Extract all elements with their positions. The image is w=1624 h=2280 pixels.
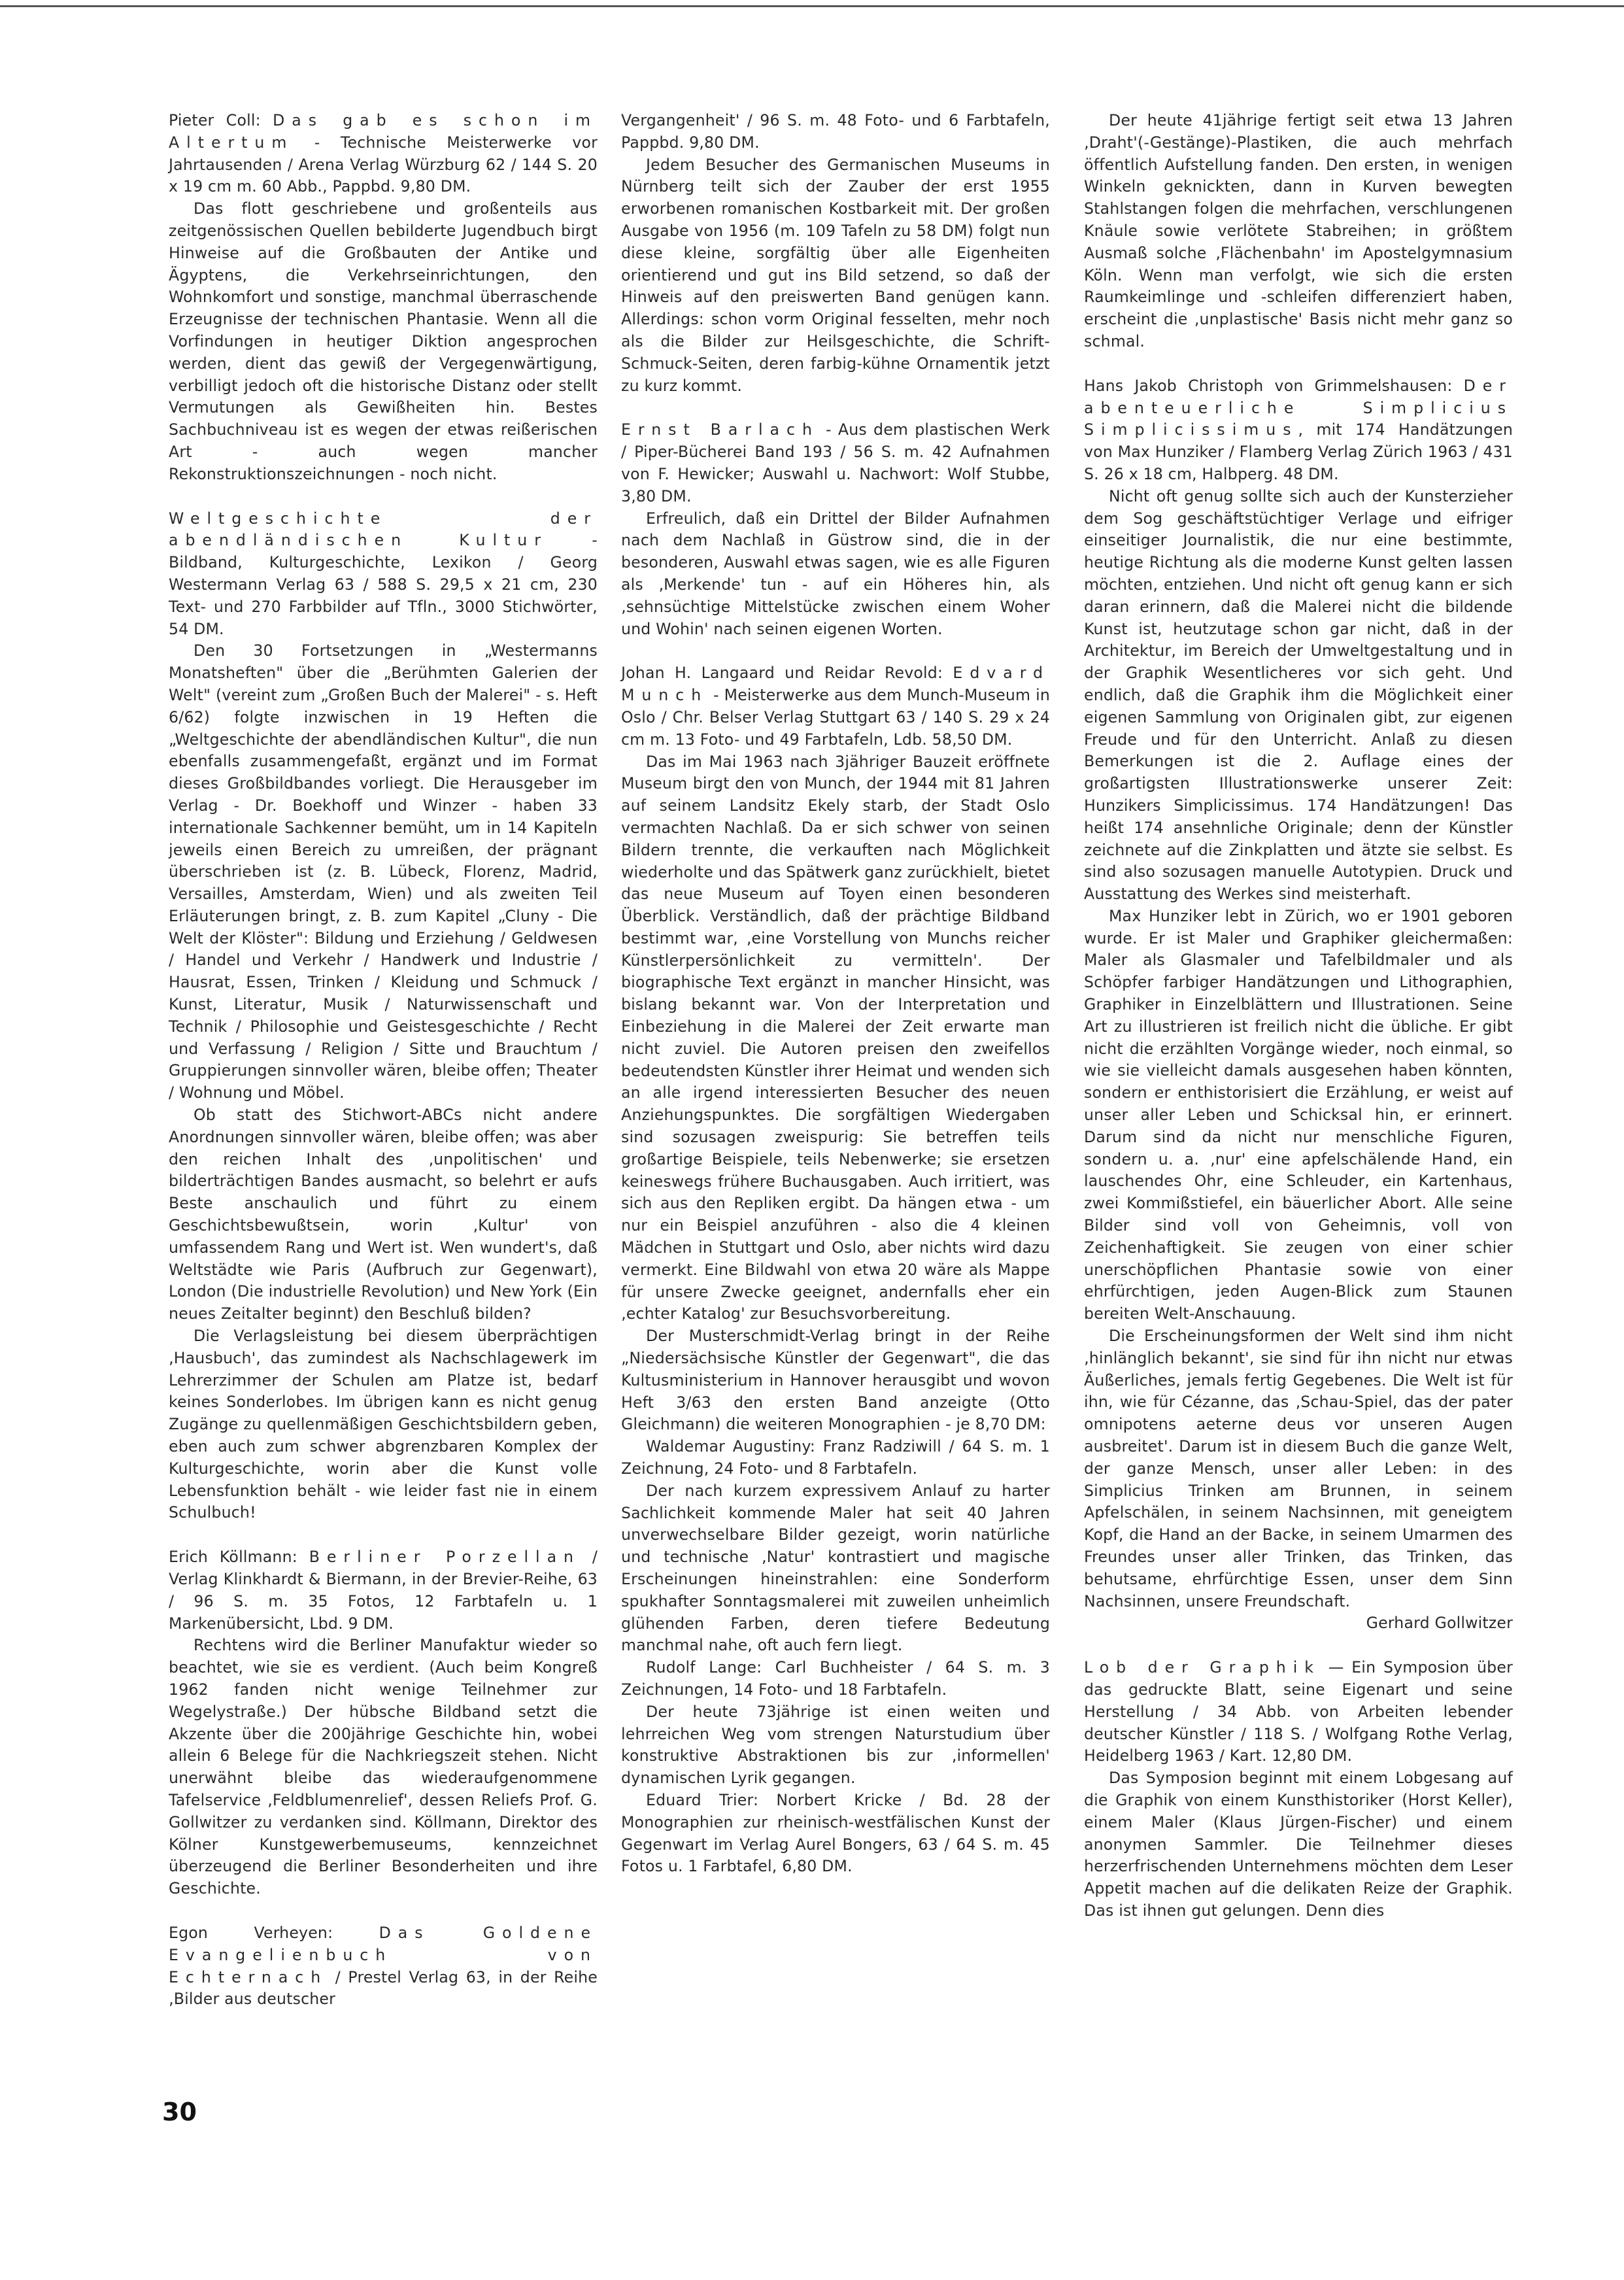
entry-title: Berliner Porzellan — [309, 1548, 581, 1567]
entry-title: Der abenteuerliche Simplicius Simplicissimus — [1084, 376, 1513, 439]
paragraph: Das im Mai 1963 nach 3jähriger Bauzeit eröffnete Museum birgt den von Munch, der 1944 mit 81 Jahren auf seinem Landsitz Ekely starb, der Stadt Oslo vermachten Nachlaß. Da er sich schwer von seinen Bildern trennte, die verkauften nach Möglichkeit wiederholte und das Spätwerk ganz zurückhielt, bietet das neue Museum auf Toyen einen besonderen Überblick. Verständlich, daß der prächtige Bildband bestimmt war, ‚eine Vorstellung von Munchs reicher Künstlerpersönlichkeit zu vermitteln'. Der biographische Text ergänzt in mancher Hinsicht, was bislang bekannt war. Von der Interpretation und Einbeziehung in die Malerei der Zeit erwarte man nicht zuviel. Die Autoren preisen den zweifellos bedeutendsten Künstler ihrer Heimat und wenden sich an alle irgend interessierten Besucher des neuen Anziehungspunktes. Die sorgfältigen Wiedergaben sind sozusagen zweispurig: Sie betreffen teils großartige Beispiele, teils Nebenwerke; sie ersetzen keineswegs frühere Buchausgaben. Auch irritiert, was sich aus den Repliken ergibt. Da hängen etwa - um nur ein Beispiel anzuführen - also die 4 kleinen Mädchen in Stuttgart und Oslo, aber nichts wird dazu vermerkt. Eine Bildwahl von etwa 20 wäre als Mappe für unsere Zwecke geeignet, andernfalls eher ein ‚echter Katalog' zur Besuchsvorbereitung. — [621, 752, 1050, 1323]
column-middle — [621, 110, 1050, 1878]
paragraph: Den 30 Fortsetzungen in „Westermanns Monatsheften" über die „Berühmten Galerien der Welt" (vereint zum „Großen Buch der Malerei" - s. Heft 6/62) folgte inzwischen in 19 Heften die „Weltgeschichte der abendländischen Kultur", die nun ebenfalls zusammengefaßt, ergänzt und im Format dieses Großbildbandes vorliegt. Die Herausgeber im Verlag - Dr. Boekhoff und Winzer - haben 33 internationale Sachkenner bemüht, um in 14 Kapiteln jeweils einen Bereich zu umreißen, der prägnant überschrieben ist (z. B. Lübeck, Florenz, Madrid, Versailles, Amsterdam, Wien) und als zweiten Teil Erläuterungen bringt, z. B. zum Kapitel „Cluny - Die Welt der Klöster": Bildung und Erziehung / Geldwesen / Handel und Verkehr / Handwerk und Industrie / Hausrat, Essen, Trinken / Kleidung und Schmuck / Kunst, Literatur, Musik / Naturwissenschaft und Technik / Philosophie und Geistesgeschichte / Recht und Verfassung / Religion / Sitte und Brauchtum / Gruppierungen sinnvoller wären, bleibe offen; Theater / Wohnung und Möbel. — [169, 641, 598, 1102]
entry-title: Ernst Barlach — [621, 420, 819, 439]
book-entry — [621, 419, 1050, 507]
paragraph: Jedem Besucher des Germanischen Museums in Nürnberg teilt sich der Zauber der erst 1955 erworbenen romanischen Kostbarkeit mit. Der großen Ausgabe von 1956 (m. 109 Tafeln zu 58 DM) folgt nun diese kleine, sorgfältig über alle Eigenheiten orientierend und gut ins Bild setzend, so daß der Hinweis auf den preiswerten Band genügen kann. Allerdings: schon vorm Original fesselten, mehr noch als die Bilder zur Heilsgeschichte, die Schrift-Schmuck-Seiten, deren farbig-kühne Ornamentik jetzt zu kurz kommt. — [621, 155, 1050, 395]
entry-author: Egon Verheyen: — [169, 1923, 379, 1942]
entry-details: , mit 174 Handätzungen von Max Hunziker / Flamberg Verlag Zürich 1963 / 431 S. 26 x 18 cm, Halbperg. 48 DM. — [1084, 420, 1513, 483]
entry-author: Erich Köllmann: — [169, 1548, 309, 1567]
entry-details: / Prestel Verlag 63, in der Reihe ‚Bilder aus deutscher — [169, 1967, 598, 2009]
top-rule — [0, 5, 1624, 7]
entry-details: - Aus dem plastischen Werk / Piper-Bücherei Band 193 / 56 S. m. 42 Aufnahmen von F. Hewicker; Auswahl u. Nachwort: Wolf Stubbe, 3,80 DM. — [621, 420, 1050, 505]
paragraph: Eduard Trier: Norbert Kricke / Bd. 28 der Monographien zur rheinisch-westfälischen Kunst der Gegenwart im Verlag Aurel Bongers, 63 / 64 S. m. 45 Fotos u. 1 Farbtafel, 6,80 DM. — [621, 1790, 1050, 1876]
paragraph: Der nach kurzem expressivem Anlauf zu harter Sachlichkeit kommende Maler hat seit 40 Jahren unverwechselbare Bilder gezeigt, worin natürliche und technische ‚Natur' kontrastiert und magische Erscheinungen hineinstrahlen: eine Sonderform spukhafter Sonntagsmalerei mit zuweilen unheimlich glühenden Farben, deren tiefere Bedeutung manchmal nahe, oft auch fern liegt. — [621, 1481, 1050, 1655]
entry-details: - Meisterwerke aus dem Munch-Museum in Oslo / Chr. Belser Verlag Stuttgart 63 / 140 S. 29 x 24 cm m. 13 Foto- und 49 Farbtafeln, Ldb. 58,50 DM. — [621, 686, 1050, 749]
paragraph: Ob statt des Stichwort-ABCs nicht andere Anordnungen sinnvoller wären, bleibe offen; was aber den reichen Inhalt des ‚unpolitischen' und bilderträchtigen Bandes ausmacht, so belehrt er aufs Beste anschaulich und führt zu einem Geschichtsbewußtsein, worin ‚Kultur' von umfassendem Rang und Wert ist. Wen wundert's, daß Weltstädte wie Paris (Aufbruch zur Gegenwart), London (Die industrielle Revolution) und New York (Ein neues Zeitalter beginnt) den Beschluß bilden? — [169, 1106, 598, 1323]
entry-title: Edvard Munch — [621, 664, 1050, 705]
paragraph: Rudolf Lange: Carl Buchheister / 64 S. m. 3 Zeichnungen, 14 Foto- und 18 Farbtafeln. — [621, 1658, 1050, 1699]
page-number: 30 — [162, 2098, 197, 2126]
book-entry — [621, 662, 1050, 751]
paragraph: Das Symposion beginnt mit einem Lobgesang auf die Graphik von einem Kunsthistoriker (Horst Keller), einem Maler (Klaus Jürgen-Fischer) und einem anonymen Sammler. Die Teilnehmer dieses herzerfrischenden Unternehmens möchten dem Leser Appetit machen auf die delikaten Reize der Graphik. Das ist ihnen gut gelungen. Denn dies — [1084, 1769, 1513, 1920]
entry-details: / Verlag Klinkhardt & Biermann, in der Brevier-Reihe, 63 / 96 S. m. 35 Fotos, 12 Farbtafeln u. 1 Markenübersicht, Lbd. 9 DM. — [169, 1548, 598, 1633]
entry-details: — Ein Symposion über das gedruckte Blatt, seine Eigenart und seine Herstellung / 34 Abb. von Arbeiten lebender deutscher Künstler / 118 S. / Wolfgang Rothe Verlag, Heidelberg 1963 / Kart. 12,80 DM. — [1084, 1658, 1513, 1765]
signature: Gerhard Gollwitzer — [1366, 1614, 1513, 1633]
paragraph: Rechtens wird die Berliner Manufaktur wieder so beachtet, wie sie es verdient. (Auch beim Kongreß 1962 fanden nicht wenige Teilnehmer zur Wegelystraße.) Der hübsche Bildband setzt die Akzente über die 200jährige Geschichte hin, wobei allein 6 Belege für die Nachkriegszeit stehen. Nicht unerwähnt bleibe das wiederaufgenommene Tafelservice ‚Feldblumenrelief', dessen Reliefs Prof. G. Gollwitzer zu verdanken sind. Köllmann, Direktor des Kölner Kunstgewerbemuseums, kennzeichnet überzeugend die Berliner Besonderheiten und ihre Geschichte. — [169, 1636, 598, 1898]
entry-details: - Bildband, Kulturgeschichte, Lexikon / Georg Westermann Verlag 63 / 588 S. 29,5 x 21 cm, 230 Text- und 270 Farbbilder auf Tfln., 3000 Stichwörter, 54 DM. — [169, 531, 598, 638]
paragraph: Der heute 41jährige fertigt seit etwa 13 Jahren ‚Draht'(-Gestänge)-Plastiken, die auch mehrfach öffentlich Aufstellung fanden. Den ersten, in wenigen Winkeln geknickten, dann in Kurven bewegten Stahlstangen folgen die mehrfachen, verschlungenen Knäule sowie verlötete Stabreihen; in größtem Ausmaß solche ‚Flächenbahn' im Apostelgymnasium Köln. Wenn man verfolgt, wie sich die ersten Raumkeimlinge und -schleifen differenziert haben, erscheint die ‚unplastische' Basis nicht mehr ganz so schmal. — [1084, 111, 1513, 350]
entry-title: Weltgeschichte der abendländischen Kultur — [169, 509, 598, 550]
book-entry — [169, 1546, 598, 1635]
entry-details: - Technische Meisterwerke vor Jahrtausenden / Arena Verlag Würzburg 62 / 144 S. 20 x 19 cm m. 60 Abb., Pappbd. 9,80 DM. — [169, 133, 598, 196]
paragraph: Erfreulich, daß ein Drittel der Bilder Aufnahmen nach dem Nachlaß in Güstrow sind, die in der besonderen, Auswahl etwas sagen, wie es alle Figuren als ‚Merkende' tun - auf ein Höheres hin, als ‚sehnsüchtige Mittelstücke zwischen einem Woher und Wohin' nach seinen eigenen Worten. — [621, 509, 1050, 638]
entry-title: Lob der Graphik — [1084, 1658, 1321, 1677]
paragraph: Der heute 73jährige ist einen weiten und lehrreichen Weg vom strengen Naturstudium über konstruktive Abstraktionen bis zur ‚informellen' dynamischen Lyrik gegangen. — [621, 1702, 1050, 1788]
paragraph: Die Verlagsleistung bei diesem überprächtigen ‚Hausbuch', das zumindest als Nachschlagewerk im Lehrerzimmer der Schulen am Platze ist, bedarf keines Sonderlobes. Im übrigen kann es nicht genug Zugänge zu quellenmäßigen Geschichtsbildern geben, eben auch zum schwer abgrenzbaren Komplex der Kulturgeschichte, worin aber die Kunst volle Lebensfunktion behält - wie leider fast nie in einem Schulbuch! — [169, 1327, 598, 1522]
column-left — [169, 110, 598, 2011]
entry-title: Das gab es schon im Altertum — [169, 111, 598, 152]
entry-title: Das Goldene Evangelienbuch von Echternach — [169, 1923, 598, 1986]
book-entry — [1084, 1657, 1513, 1767]
entry-author: Johan H. Langaard und Reidar Revold: — [621, 664, 953, 683]
entry-author: Hans Jakob Christoph von Grimmelshausen: — [1084, 376, 1464, 395]
paragraph: Nicht oft genug sollte sich auch der Kunsterzieher dem Sog geschäftstüchtiger Verlage und eifriger einseitiger Journalistik, die nur eine bestimmte, heutige Richtung als die moderne Kunst gelten lassen möchten, entziehen. Und nicht oft genug kann er sich daran erinnern, daß die Malerei nicht die bildende Kunst ist, heutzutage schon gar nicht, daß in der Architektur, im Bereich der Umweltgestaltung und in der Graphik Wesentlicheres vor sich geht. Und endlich, daß die Graphik ihm die Möglichkeit einer eigenen Sammlung von Originalen gibt, zur eigenen Freude und für den Unterricht. Anlaß zu diesen Bemerkungen ist die 2. Auflage eines der großartigsten Illustrationswerke unserer Zeit: Hunzikers Simplicissimus. 174 Handätzungen! Das heißt 174 ansehnliche Originale; denn der Künstler zeichnete auf die Zinkplatten und ätzte sie selbst. Es sind also sozusagen manuelle Autotypien. Druck und Ausstattung des Werkes sind meisterhaft. — [1084, 486, 1513, 904]
book-entry — [169, 508, 598, 641]
book-entry — [1084, 375, 1513, 486]
paragraph: Vergangenheit' / 96 S. m. 48 Foto- und 6 Farbtafeln, Pappbd. 9,80 DM. — [621, 111, 1050, 152]
paragraph: Waldemar Augustiny: Franz Radziwill / 64 S. m. 1 Zeichnung, 24 Foto- und 8 Farbtafeln. — [621, 1437, 1050, 1478]
book-entry — [169, 110, 598, 198]
paragraph: Die Erscheinungsformen der Welt sind ihm nicht ‚hinlänglich bekannt', sie sind für ihn nicht nur etwas Äußerliches, jemals fertig Gegebenes. Die Welt ist für ihn, wie für Cézanne, das ‚Schau-Spiel, das der pater omnipotens aeterne deus vor unseren Augen ausbreitet'. Darum ist in diesem Buch die ganze Welt, der ganze Mensch, unser aller Leben: in des Simplicius Trinken am Brunnen, in seinem Apfelschälen, in seinem Nachsinnen, mit geneigtem Kopf, die Hand an der Backe, in seinem Umarmen des Freundes unser aller Trinken, das Trinken, das behutsame, ehrfürchtige Essen, unser dem Sinn Nachsinnen, unsere Freundschaft. — [1084, 1327, 1513, 1610]
paragraph: Das flott geschriebene und großenteils aus zeitgenössischen Quellen bebilderte Jugendbuch birgt Hinweise auf die Großbauten der Antike und Ägyptens, die Verkehrseinrichtungen, den Wohnkomfort und sonstige, manchmal überraschende Erzeugnisse der technischen Phantasie. Wenn all die Vorfindungen in heutiger Diktion angesprochen werden, dient das gewiß der Vergegenwärtigung, verbilligt jedoch oft die historische Distanz oder stellt Vermutungen als Gewißheiten hin. Bestes Sachbuchniveau ist es wegen der etwas reißerischen Art - auch wegen mancher Rekonstruktionszeichnungen - noch nicht. — [169, 199, 598, 483]
entry-author: Pieter Coll: — [169, 111, 273, 129]
column-right — [1084, 110, 1513, 1922]
paragraph: Max Hunziker lebt in Zürich, wo er 1901 geboren wurde. Er ist Maler und Graphiker gleichermaßen: Maler als Glasmaler und Tafelbildmaler und als Schöpfer farbiger Handätzungen und Lithographien, Graphiker in Einzelblättern und Illustrationen. Seine Art zu illustrieren ist freilich nicht die übliche. Er gibt nicht die erzählten Vorgänge wieder, noch einmal, so wie sie vielleicht damals ausgesehen haben könnten, sondern er enthistorisiert die Erzählung, er weist auf unser aller Leben und Schicksal hin, er erinnert. Darum sind da nicht nur menschliche Figuren, sondern u. a. ‚nur' eine apfelschälende Hand, ein lauschendes Ohr, eine Schleuder, ein Kartenhaus, zwei Kommißstiefel, ein bäuerlicher Abort. Alle seine Bilder sind voll von Geheimnis, voll von Zeichenhaftigkeit. Sie zeugen von einer schier unerschöpflichen Phantasie sowie von einer ehrfürchtigen, jeden Augen-Blick zum Staunen bereiten Welt-Anschauung. — [1084, 906, 1513, 1323]
paragraph: Der Musterschmidt-Verlag bringt in der Reihe „Niedersächsische Künstler der Gegenwart", die das Kultusministerium in Hannover herausgibt und wovon Heft 3/63 den ersten Band anzeigte (Otto Gleichmann) die weiteren Monographien - je 8,70 DM: — [621, 1327, 1050, 1434]
book-entry — [169, 1922, 598, 2011]
